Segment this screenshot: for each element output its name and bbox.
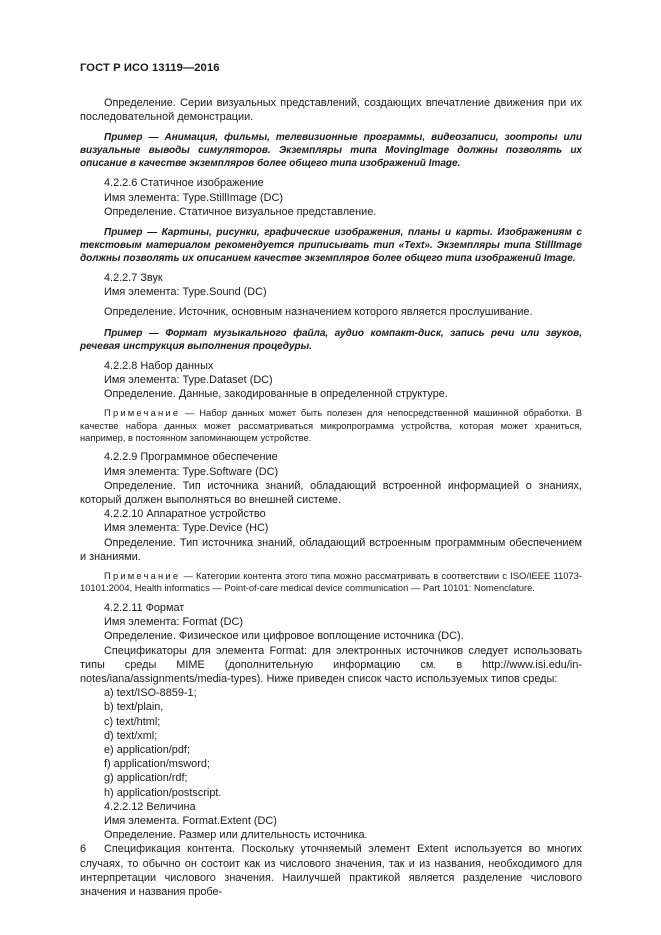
note-label: Примечание (104, 407, 181, 419)
dataset-note (80, 407, 582, 444)
extent-heading: 4.2.2.12 Величина (104, 800, 196, 813)
list-item: g) application/rdf; (104, 772, 188, 785)
moving-image-example: Пример — Анимация, фильмы, телевизионные программы, видеозаписи, зоотропы или визуальные выводы симуляторов. Экземпляры типа MovingImage должны позволять их описание в качестве экземпляров более общего типа изображений Image. (80, 132, 582, 170)
sound-example: Пример — Формат музыкального файла, аудио компакт-диск, запись речи или звуков, речевая инструкция выполнения процедуры. (80, 327, 582, 352)
dataset-element: Имя элемента: Type.Dataset (DC) (104, 373, 273, 386)
page-body (80, 96, 582, 899)
list-item: b) text/plain, (104, 701, 164, 714)
format-heading: 4.2.2.11 Формат (104, 601, 185, 614)
list-item: e) application/pdf; (104, 743, 190, 756)
list-item: h) application/postscript. (104, 786, 222, 799)
sound-element: Имя элемента: Type.Sound (DC) (104, 286, 267, 299)
note-text: — Категории контента этого типа можно рассматривать в соответствии с ISO/IEEE 11073-10101:2004, Health informatics — Point-of-care medical device communication — Part 10101: Nomenclature. (80, 570, 582, 594)
device-definition: Определение. Тип источника знаний, обладающий встроенным программным обеспечением и знаниями. (80, 536, 582, 563)
note-text: — Набор данных может быть полезен для непосредственной машинной обработки. В качестве набора данных может рассматриваться микропрограмма устройства, которая может храниться, например, в постоянном запоминающем устройстве. (80, 407, 582, 444)
still-image-element: Имя элемента: Type.StillImage (DC) (104, 191, 283, 204)
extent-specification: Спецификация контента. Поскольку уточняемый элемент Extent используется во многих случаях, то обычно он состоит как из числового значения, так и из названия, необходимого для интерпретации числового значения. Наилучшей практикой является разделение числового значения и названия пробе- (80, 843, 582, 898)
list-item: c) text/html; (104, 715, 161, 728)
moving-image-definition: Определение. Серии визуальных представлений, создающих впечатление движения при их последовательной демонстрации. (80, 97, 582, 124)
page-number: 6 (80, 843, 87, 855)
dataset-definition: Определение. Данные, закодированные в определенной структуре. (104, 388, 448, 401)
device-heading: 4.2.2.10 Аппаратное устройство (104, 508, 266, 521)
document-header: ГОСТ Р ИСО 13119—2016 (80, 62, 220, 74)
list-item: d) text/xml; (104, 729, 158, 742)
software-heading: 4.2.2.9 Программное обеспечение (104, 451, 278, 464)
format-specification: Спецификаторы для элемента Format: для электронных источников следует использовать типы среды MIME (дополнительную информацию см. в http://www.isi.edu/in-notes/iana/assignments/media-types). Ниже приведен список часто используемых типов среды: (80, 644, 582, 685)
list-item: a) text/ISO-8859-1; (104, 687, 197, 700)
note-label: Примечание (104, 570, 181, 582)
still-image-example: Пример — Картины, рисунки, графические изображения, планы и карты. Изображениям с текстовым материалом рекомендуется приписывать тип «Text». Экземпляры типа StillImage должны позволять их описанием качестве экземпляров более общего типа изображений Image. (80, 227, 582, 265)
extent-definition: Определение. Размер или длительность источника. (104, 829, 368, 842)
still-image-definition: Определение. Статичное визуальное представление. (104, 205, 377, 218)
software-definition: Определение. Тип источника знаний, обладающий встроенной информацией о знаниях, который должен выполняться во внешней системе. (80, 479, 582, 507)
dataset-heading: 4.2.2.8 Набор данных (104, 359, 214, 372)
still-image-heading: 4.2.2.6 Статичное изображение (104, 177, 264, 190)
sound-heading: 4.2.2.7 Звук (104, 272, 163, 285)
sound-definition: Определение. Источник, основным назначением которого является прослушивание. (104, 306, 533, 319)
device-note (80, 570, 582, 595)
software-element: Имя элемента: Type.Software (DC) (104, 465, 279, 478)
format-element: Имя элемента: Format (DC) (104, 616, 243, 629)
format-definition: Определение. Физическое или цифровое воплощение источника (DC). (104, 630, 464, 643)
device-element: Имя элемента: Type.Device (HC) (104, 522, 269, 535)
list-item: f) application/msword; (104, 758, 210, 771)
extent-element: Имя элемента. Format.Extent (DC) (104, 814, 277, 827)
